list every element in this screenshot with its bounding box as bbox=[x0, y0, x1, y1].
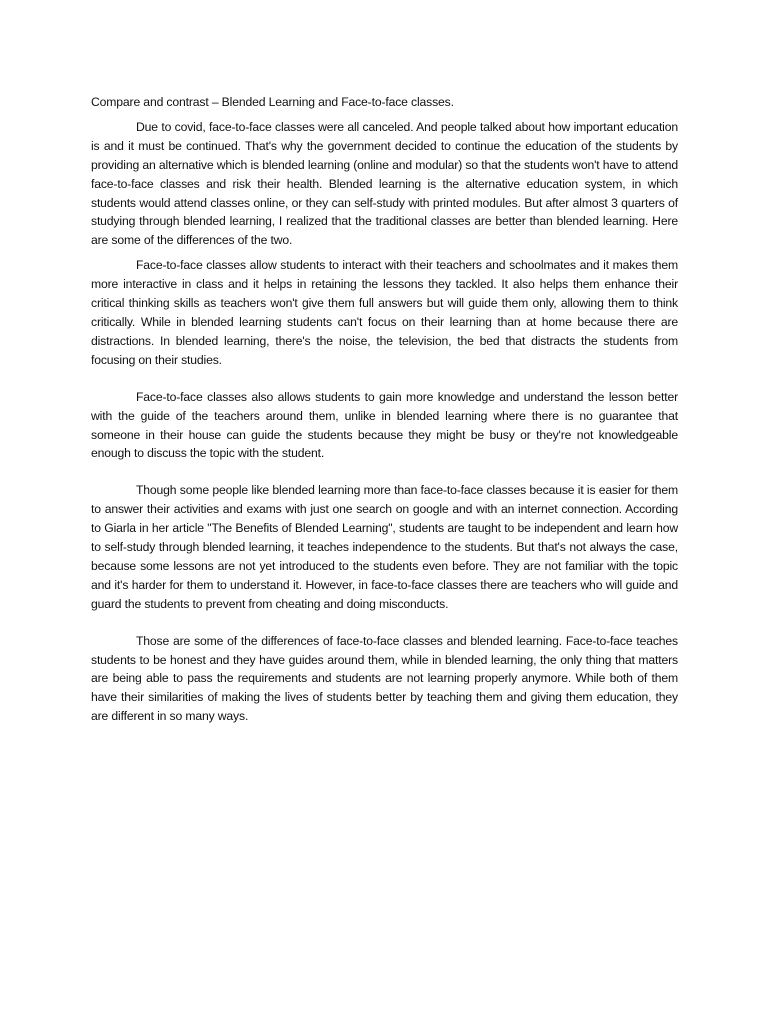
paragraph: Though some people like blended learning more than face-to-face classes because it is easier for them to answer their activities and exams with just one search on google and with an internet connection. According to Giarla in her article "The Benefits of Blended Learning", students are taught to be independent and learn how to self-study through blended learning, it teaches independence to the students. But that's not always the case, because some lessons are not yet introduced to the students even before. They are not familiar with the topic and it's harder for them to understand it. However, in face-to-face classes there are teachers who will guide and guard the students to prevent from cheating and doing misconducts. bbox=[91, 483, 678, 611]
paragraph: Those are some of the differences of face-to-face classes and blended learning. Face-to-face teaches students to be honest and they have guides around them, while in blended learning, the only thing that matters are being able to pass the requirements and students are not learning properly anymore. While both of them have their similarities of making the lives of students better by teaching them and giving them education, they are different in so many ways. bbox=[91, 633, 678, 724]
document-body bbox=[91, 93, 678, 732]
paragraph: Face-to-face classes also allows students to gain more knowledge and understand the lesson better with the guide of the teachers around them, unlike in blended learning where there is no guarantee that someone in their house can guide the students because they might be busy or they're not knowledgeable enough to discuss the topic with the student. bbox=[91, 389, 678, 461]
paragraph: Due to covid, face-to-face classes were all canceled. And people talked about how important education is and it must be continued. That's why the government decided to continue the education of the students by providing an alternative which is blended learning (online and modular) so that the students won't have to attend face-to-face classes and risk their health. Blended learning is the alternative education system, in which students would attend classes online, or they can self-study with printed modules. But after almost 3 quarters of studying through blended learning, I realized that the traditional classes are better than blended learning. Here are some of the differences of the two. bbox=[91, 119, 678, 248]
document-title: Compare and contrast – Blended Learning and Face-to-face classes. bbox=[91, 95, 454, 109]
paragraph: Face-to-face classes allow students to interact with their teachers and schoolmates and it makes them more interactive in class and it helps in retaining the lessons they tackled. It also helps them enhance their critical thinking skills as teachers won't give them full answers but will guide them only, allowing them to think critically. While in blended learning students can't focus on their learning than at home because there are distractions. In blended learning, there's the noise, the television, the bed that distracts the students from focusing on their studies. bbox=[91, 258, 678, 367]
